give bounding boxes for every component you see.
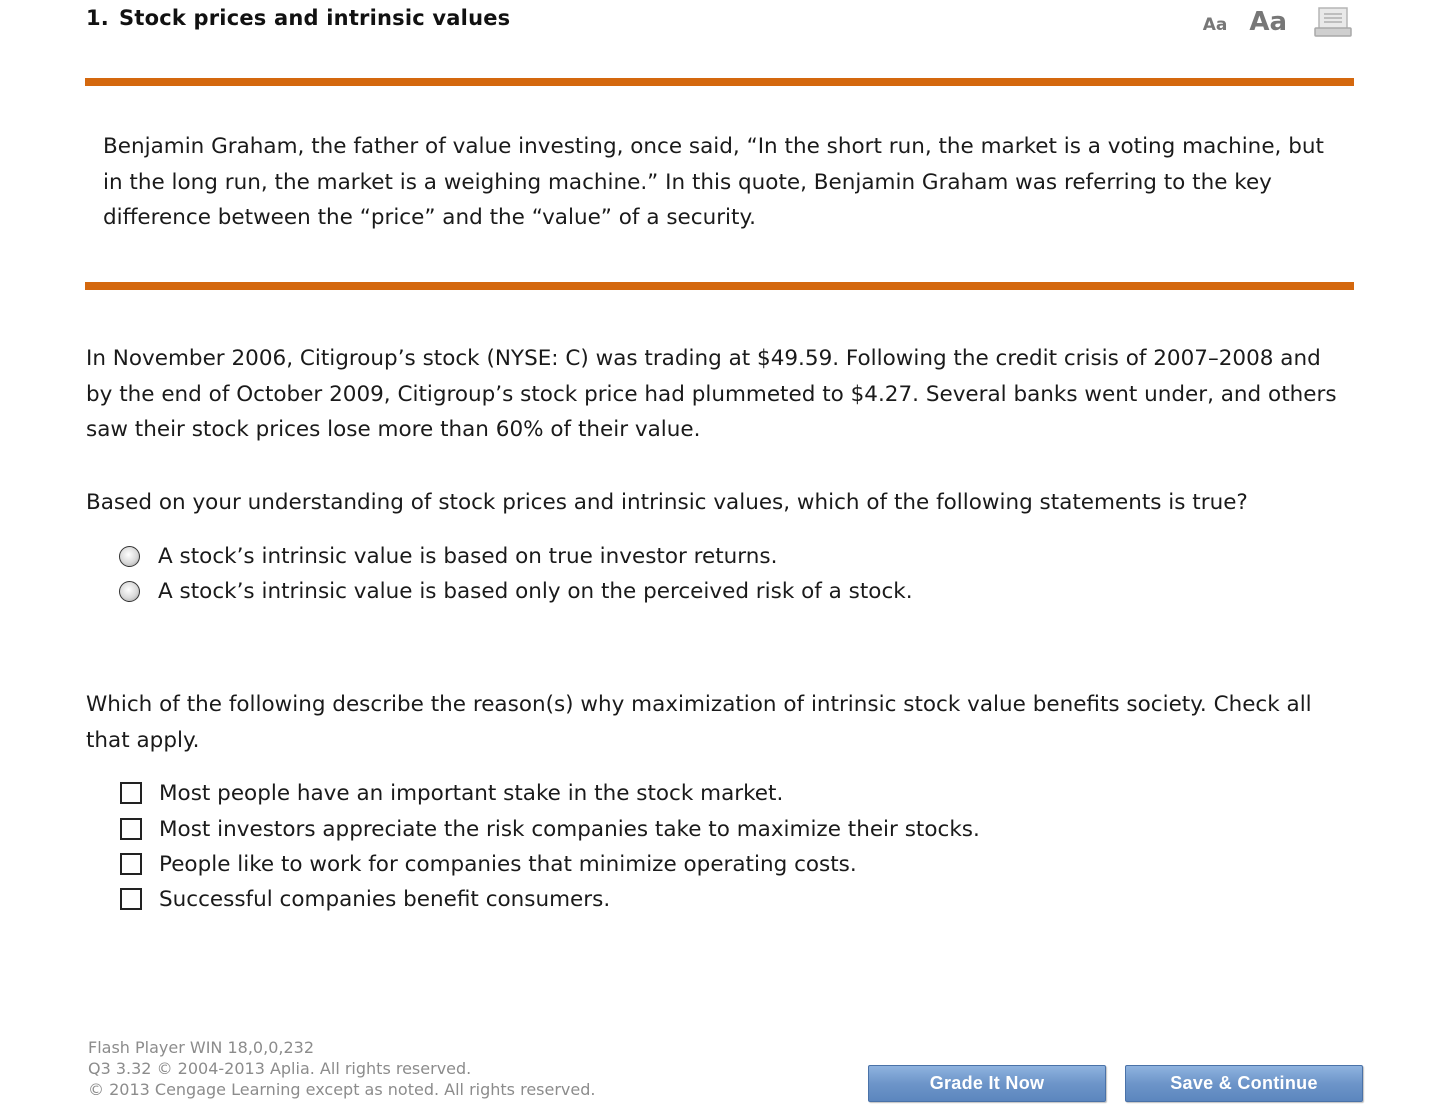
toolbar	[1203, 4, 1353, 40]
question2-option-1[interactable]	[119, 778, 783, 808]
option-label: Successful companies benefit consumers.	[159, 886, 611, 912]
checkbox[interactable]	[120, 782, 142, 804]
footer-info	[88, 1037, 595, 1100]
checkbox[interactable]	[120, 818, 142, 840]
print-icon[interactable]	[1313, 6, 1353, 38]
problem-number: 1.	[86, 6, 109, 30]
flash-version: Flash Player WIN 18,0,0,232	[88, 1038, 314, 1057]
radio-button[interactable]	[119, 581, 140, 602]
top-divider	[85, 78, 1354, 86]
option-label: A stock’s intrinsic value is based on true investor returns.	[158, 543, 778, 569]
option-label: People like to work for companies that minimize operating costs.	[159, 851, 857, 877]
grade-it-now-button[interactable]: Grade It Now	[868, 1065, 1106, 1102]
intro-paragraph: In November 2006, Citigroup’s stock (NYSE: C) was trading at $49.59. Following the credit crisis of 2007–2008 and by the end of October 2009, Citigroup’s stock price had plummeted to $4.27. Several banks went under, and others saw their stock prices lose more than 60% of their value.	[86, 346, 1337, 442]
decrease-font-button[interactable]: Aa	[1202, 15, 1228, 35]
checkbox[interactable]	[120, 888, 142, 910]
checkbox[interactable]	[120, 853, 142, 875]
question2-option-2[interactable]	[119, 814, 980, 844]
question1-option-1[interactable]	[119, 541, 777, 571]
aplia-copyright: Q3 3.32 © 2004-2013 Aplia. All rights reserved.	[88, 1059, 472, 1078]
question1-prompt: Based on your understanding of stock prices and intrinsic values, which of the following statements is true?	[86, 490, 1248, 515]
radio-button[interactable]	[119, 546, 140, 567]
question2-option-3[interactable]	[119, 849, 857, 879]
problem-title	[86, 6, 510, 30]
bottom-divider	[85, 282, 1354, 290]
quote-text: Benjamin Graham, the father of value investing, once said, “In the short run, the market is a voting machine, but in the long run, the market is a weighing machine.” In this quote, Benjamin Graham was referring to the key difference between the “price” and the “value” of a security.	[103, 134, 1324, 230]
save-and-continue-button[interactable]: Save & Continue	[1125, 1065, 1363, 1102]
cengage-copyright: © 2013 Cengage Learning except as noted. All rights reserved.	[88, 1080, 596, 1099]
option-label: Most people have an important stake in the stock market.	[159, 780, 784, 806]
problem-title-text: Stock prices and intrinsic values	[119, 6, 511, 30]
option-label: Most investors appreciate the risk companies take to maximize their stocks.	[159, 816, 980, 842]
increase-font-button[interactable]: Aa	[1249, 7, 1287, 37]
option-label: A stock’s intrinsic value is based only on the perceived risk of a stock.	[158, 578, 913, 604]
question2-prompt: Which of the following describe the reason(s) why maximization of intrinsic stock value benefits society. Check all that apply.	[86, 692, 1312, 753]
question2-option-4[interactable]	[119, 884, 610, 914]
question1-option-2[interactable]	[119, 576, 913, 606]
